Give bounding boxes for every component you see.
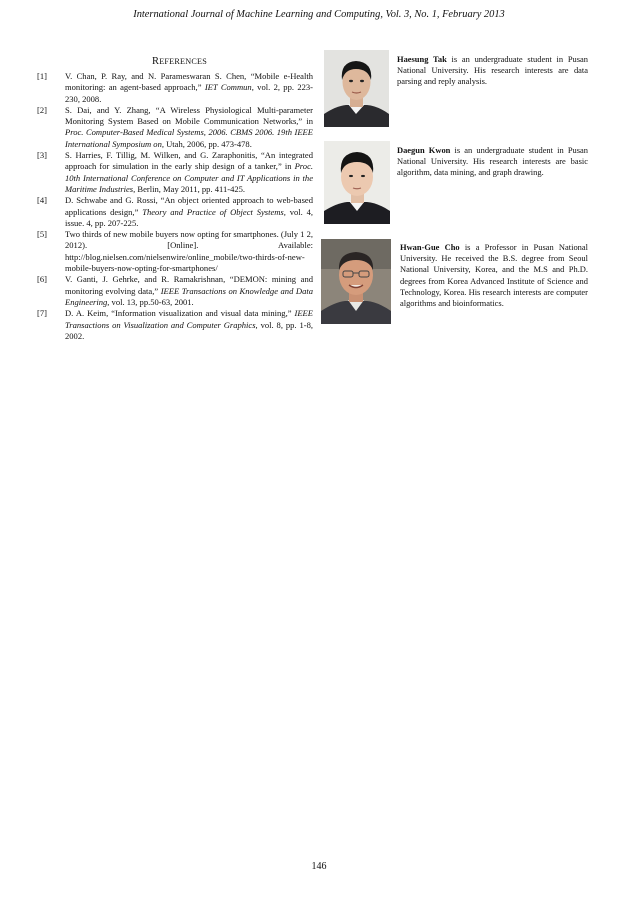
reference-item [37,150,313,195]
references-heading [152,56,207,67]
bio-description: is an undergraduate student in Pusan National University. His research interests are data parsing and reply analysis. [397,54,588,87]
reference-number: [6] [37,274,47,285]
references-heading-rest: EFERENCES [159,57,207,66]
page-number: 146 [311,861,327,872]
reference-text [65,229,313,274]
reference-text [65,105,313,150]
photo-daegun-kwon [324,141,390,224]
bio-haesung-tak-text [397,54,588,88]
reference-venue: IEEE Transactions on Knowledge and Data Engineering [65,285,313,307]
reference-item [37,195,313,229]
reference-item [37,308,313,342]
reference-number: [3] [37,150,47,161]
reference-list [37,71,313,342]
reference-segment: , vol. 8, pp. 1-8, 2002. [65,319,313,341]
reference-venue: IEEE Transactions on Visualization and Computer Graphics [65,308,313,330]
reference-segment: V. Chan, P. Ray, and N. Parameswaran S. Chen, “Mobile e-Health monitoring: an agent-based approach,” [65,71,313,93]
reference-venue: IET Commun [204,82,252,93]
reference-text [65,274,313,308]
reference-number: [5] [37,229,47,240]
reference-segment: , vol. 2, pp. 223-230, 2008. [65,82,313,104]
references-heading-initial: R [152,56,160,67]
bio-name: Haesung Tak [397,54,447,64]
reference-segment: S. Dai, and Y. Zhang, “A Wireless Physiological Multi-parameter Monitoring System Based on Mobile Communication Networks,” in [65,104,313,127]
bio-name: Daegun Kwon [397,145,451,155]
bio-daegun-kwon-text [397,145,588,179]
reference-item [37,229,313,274]
reference-segment: Utah, 2006, pp. 473-478. [164,138,252,149]
reference-segment: V. Ganti, J. Gehrke, and R. Ramakrishnan, “DEMON: mining and monitoring evolving data,” [65,274,313,296]
portrait-hwan-gue-cho-image [321,239,391,324]
reference-number: [4] [37,195,47,206]
reference-venue: Theory and Practice of Object Systems, [142,206,286,217]
reference-number: [7] [37,308,47,319]
reference-text [65,195,313,229]
reference-number: [2] [37,104,47,115]
reference-segment: D. Schwabe and G. Rossi, “An object oriented approach to web-based applications design,” [65,195,313,217]
reference-segment: Two thirds of new mobile buyers now opting for smartphones. (July 1 2, 2012). [Online]. Available: http://blog.nielsen.com/nielsenwire/online_mobile/two-thirds-of-new-mobile-buyers-now-opting-for-smartphones/ [65,229,313,274]
reference-item [37,274,313,308]
bio-hwan-gue-cho-text [400,242,588,309]
reference-segment: S. Harries, F. Tillig, M. Wilken, and G. Zaraphonitis, “An integrated approach for simulation in the early ship design of a tanker,” in [65,150,313,172]
bio-description: is an undergraduate student in Pusan National University. His research interests are basic algorithm, data mining, and graph drawing. [397,145,588,178]
reference-text [65,150,313,195]
reference-number: [1] [37,71,47,81]
reference-venue: Proc. 10th International Conference on Computer and IT Applications in the Maritime Industries [65,161,313,194]
reference-segment: , Berlin, May 2011, pp. 411-425. [133,183,246,194]
photo-haesung-tak [324,50,389,127]
portrait-haesung-tak-image [324,50,389,127]
reference-segment: D. A. Keim, “Information visualization and visual data mining,” [65,308,295,319]
reference-item [37,71,313,105]
reference-segment: vol. 4, issue. 4, pp. 207-225. [65,206,313,228]
reference-text [65,308,313,342]
reference-text [65,71,313,105]
reference-venue: Proc. Computer-Based Medical Systems, 2006. CBMS 2006. 19th IEEE International Symposium on, [65,127,313,149]
reference-item [37,105,313,150]
journal-header: International Journal of Machine Learning and Computing, Vol. 3, No. 1, February 2013 [133,9,505,20]
bio-description: is a Professor in Pusan National University. He received the B.S. degree from Seoul National University, Korea, and the M.S and Ph.D. degrees from Korea Advanced Institute of Science and Technology, Korea. His research interests are computer algorithms and bioinformatics. [400,242,588,309]
reference-segment: , vol. 13, pp.50-63, 2001. [107,296,194,307]
portrait-daegun-kwon-image [324,141,390,224]
photo-hwan-gue-cho [321,239,391,324]
bio-name: Hwan-Gue Cho [400,242,460,252]
